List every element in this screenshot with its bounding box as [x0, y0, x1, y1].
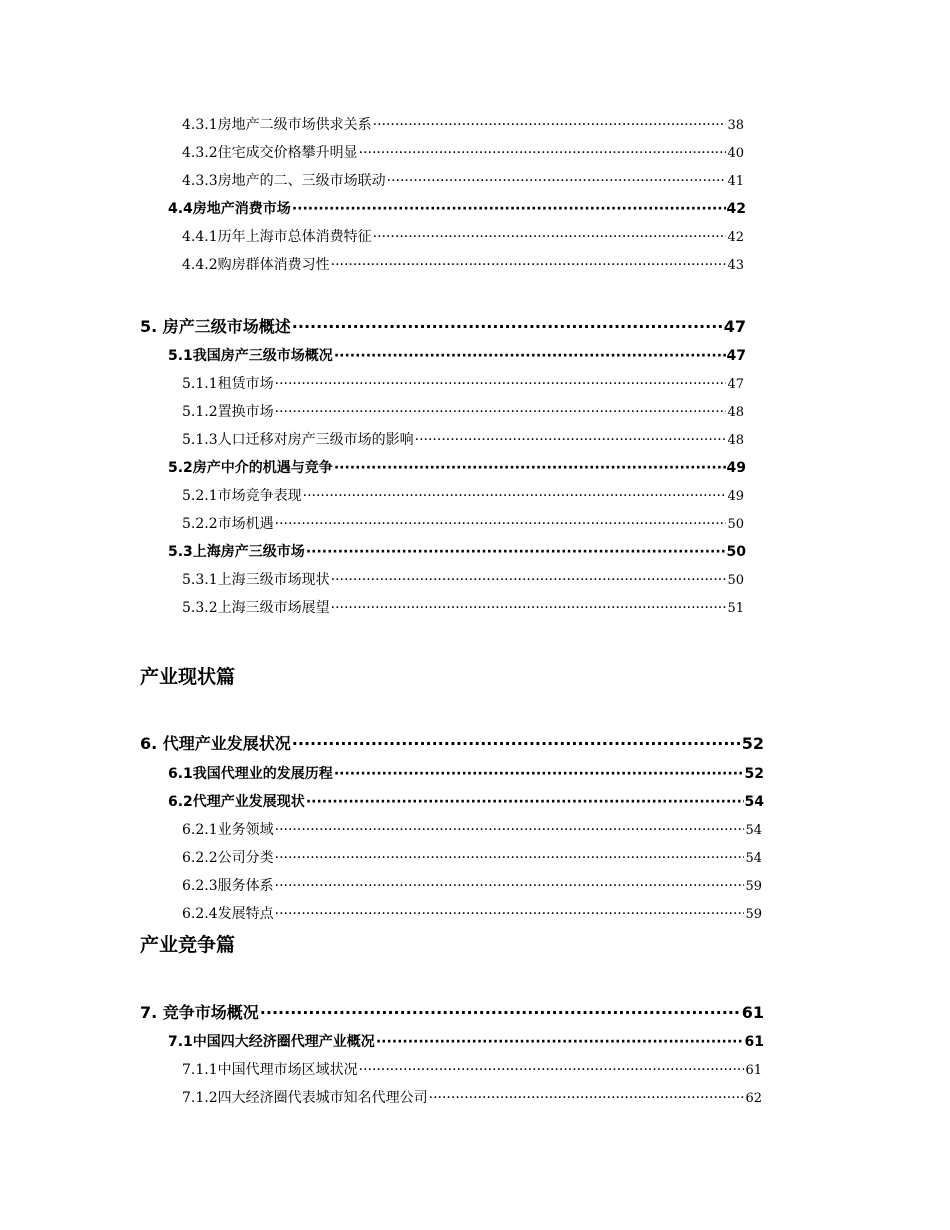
dot-leader	[275, 516, 727, 532]
toc-page-number: 47	[726, 348, 746, 364]
toc-entry-label: 7.1.1中国代理市场区域状况	[182, 1062, 358, 1078]
toc-page-number: 52	[744, 766, 764, 782]
toc-entry-label: 4.3.2住宅成交价格攀升明显	[182, 145, 358, 161]
toc-entry-label: 4.4.1历年上海市总体消费特征	[182, 229, 372, 245]
toc-entry-4-4-2[interactable]	[182, 254, 744, 274]
toc-page-number: 50	[726, 544, 746, 560]
toc-entry-4-4-1[interactable]	[182, 226, 744, 246]
toc-entry-label: 4.3.1房地产二级市场供求关系	[182, 117, 372, 133]
dot-leader	[275, 376, 727, 392]
toc-entry-5-1[interactable]	[168, 345, 746, 365]
toc-page-number: 59	[745, 907, 762, 922]
toc-entry-label: 5.1.1租赁市场	[182, 376, 274, 392]
toc-entry-label: 5.1.3人口迁移对房产三级市场的影响	[182, 432, 414, 448]
toc-entry-5-1-1[interactable]	[182, 373, 744, 393]
toc-entry-6-2-4[interactable]	[182, 903, 762, 923]
dot-leader	[334, 460, 726, 476]
toc-entry-label: 7. 竞争市场概况	[140, 1003, 259, 1022]
toc-page-number: 54	[744, 794, 764, 810]
toc-entry-5[interactable]	[140, 314, 746, 337]
toc-entry-4-3-2[interactable]	[182, 142, 744, 162]
toc-entry-6-2[interactable]	[168, 791, 764, 811]
toc-entry-label: 5.2.1市场竞争表现	[182, 488, 302, 504]
section-heading-industry-status: 产业现状篇	[140, 666, 236, 688]
toc-page-number: 48	[727, 405, 744, 420]
toc-entry-7[interactable]	[140, 1000, 764, 1023]
toc-entry-label: 6.2.4发展特点	[182, 906, 274, 922]
dot-leader	[359, 145, 727, 161]
dot-leader	[292, 201, 726, 217]
toc-page-number: 40	[727, 146, 744, 161]
dot-leader	[275, 906, 745, 922]
dot-leader	[260, 1003, 741, 1022]
toc-page-number: 48	[727, 433, 744, 448]
toc-entry-label: 5.2房产中介的机遇与竞争	[168, 460, 333, 476]
dot-leader	[292, 734, 741, 753]
toc-entry-5-2[interactable]	[168, 457, 746, 477]
toc-entry-6-2-3[interactable]	[182, 875, 762, 895]
toc-entry-label: 6.2.1业务领域	[182, 822, 274, 838]
toc-page-number: 59	[745, 879, 762, 894]
dot-leader	[359, 1062, 745, 1078]
toc-page-number: 61	[745, 1063, 762, 1078]
toc-entry-5-3-1[interactable]	[182, 569, 744, 589]
toc-page-number: 38	[727, 118, 744, 133]
toc-page-number: 42	[726, 201, 746, 217]
toc-page-number: 52	[741, 734, 764, 753]
toc-entry-label: 5.2.2市场机遇	[182, 516, 274, 532]
toc-entry-7-1[interactable]	[168, 1031, 764, 1051]
toc-entry-5-1-3[interactable]	[182, 429, 744, 449]
toc-entry-5-2-2[interactable]	[182, 513, 744, 533]
toc-page-number: 54	[745, 823, 762, 838]
toc-page-number: 54	[745, 851, 762, 866]
dot-leader	[275, 822, 745, 838]
dot-leader	[275, 850, 745, 866]
toc-entry-6-2-2[interactable]	[182, 847, 762, 867]
toc-entry-label: 7.1中国四大经济圈代理产业概况	[168, 1034, 375, 1050]
dot-leader	[331, 257, 727, 273]
toc-entry-label: 4.4.2购房群体消费习性	[182, 257, 330, 273]
dot-leader	[373, 229, 727, 245]
toc-page-number: 61	[741, 1003, 764, 1022]
toc-entry-label: 6.2.3服务体系	[182, 878, 274, 894]
toc-entry-4-4[interactable]	[168, 198, 746, 218]
toc-page-number: 50	[727, 573, 744, 588]
toc-entry-label: 6.1我国代理业的发展历程	[168, 766, 333, 782]
toc-page-number: 50	[727, 517, 744, 532]
dot-leader	[331, 572, 727, 588]
toc-entry-6-1[interactable]	[168, 763, 764, 783]
dot-leader	[387, 173, 727, 189]
dot-leader	[334, 348, 726, 364]
toc-entry-label: 5.3.1上海三级市场现状	[182, 572, 330, 588]
toc-page-number: 61	[744, 1034, 764, 1050]
toc-entry-5-2-1[interactable]	[182, 485, 744, 505]
toc-entry-6-2-1[interactable]	[182, 819, 762, 839]
toc-entry-label: 6. 代理产业发展状况	[140, 734, 291, 753]
dot-leader	[303, 488, 727, 504]
toc-entry-5-3[interactable]	[168, 541, 746, 561]
toc-entry-label: 5.1我国房产三级市场概况	[168, 348, 333, 364]
toc-page-number: 47	[727, 377, 744, 392]
toc-page-number: 42	[727, 230, 744, 245]
toc-entry-label: 4.4房地产消费市场	[168, 201, 291, 217]
toc-entry-label: 5. 房产三级市场概述	[140, 317, 291, 336]
toc-page-number: 41	[727, 174, 744, 189]
section-heading-industry-competition: 产业竞争篇	[140, 934, 236, 956]
toc-page-number: 43	[727, 258, 744, 273]
toc-page-number: 49	[726, 460, 746, 476]
toc-entry-label: 6.2.2公司分类	[182, 850, 274, 866]
toc-entry-label: 6.2代理产业发展现状	[168, 794, 305, 810]
toc-entry-7-1-2[interactable]	[182, 1087, 762, 1107]
dot-leader	[275, 878, 745, 894]
dot-leader	[373, 117, 727, 133]
dot-leader	[306, 794, 744, 810]
dot-leader	[334, 766, 744, 782]
toc-entry-label: 4.3.3房地产的二、三级市场联动	[182, 173, 386, 189]
toc-entry-5-1-2[interactable]	[182, 401, 744, 421]
dot-leader	[306, 544, 726, 560]
toc-entry-label: 5.3上海房产三级市场	[168, 544, 305, 560]
toc-entry-4-3-3[interactable]	[182, 170, 744, 190]
toc-page-number: 62	[745, 1091, 762, 1106]
dot-leader	[415, 432, 727, 448]
toc-entry-label: 7.1.2四大经济圈代表城市知名代理公司	[182, 1090, 428, 1106]
toc-entry-4-3-1[interactable]	[182, 114, 744, 134]
toc-entry-label: 5.1.2置换市场	[182, 404, 274, 420]
dot-leader	[331, 600, 727, 616]
toc-entry-5-3-2[interactable]	[182, 597, 744, 617]
dot-leader	[292, 317, 723, 336]
dot-leader	[275, 404, 727, 420]
dot-leader	[429, 1090, 745, 1106]
toc-entry-7-1-1[interactable]	[182, 1059, 762, 1079]
toc-page-number: 47	[723, 317, 746, 336]
toc-entry-6[interactable]	[140, 731, 764, 754]
toc-page-number: 49	[727, 489, 744, 504]
toc-page-number: 51	[727, 601, 744, 616]
toc-entry-label: 5.3.2上海三级市场展望	[182, 600, 330, 616]
dot-leader	[376, 1034, 744, 1050]
